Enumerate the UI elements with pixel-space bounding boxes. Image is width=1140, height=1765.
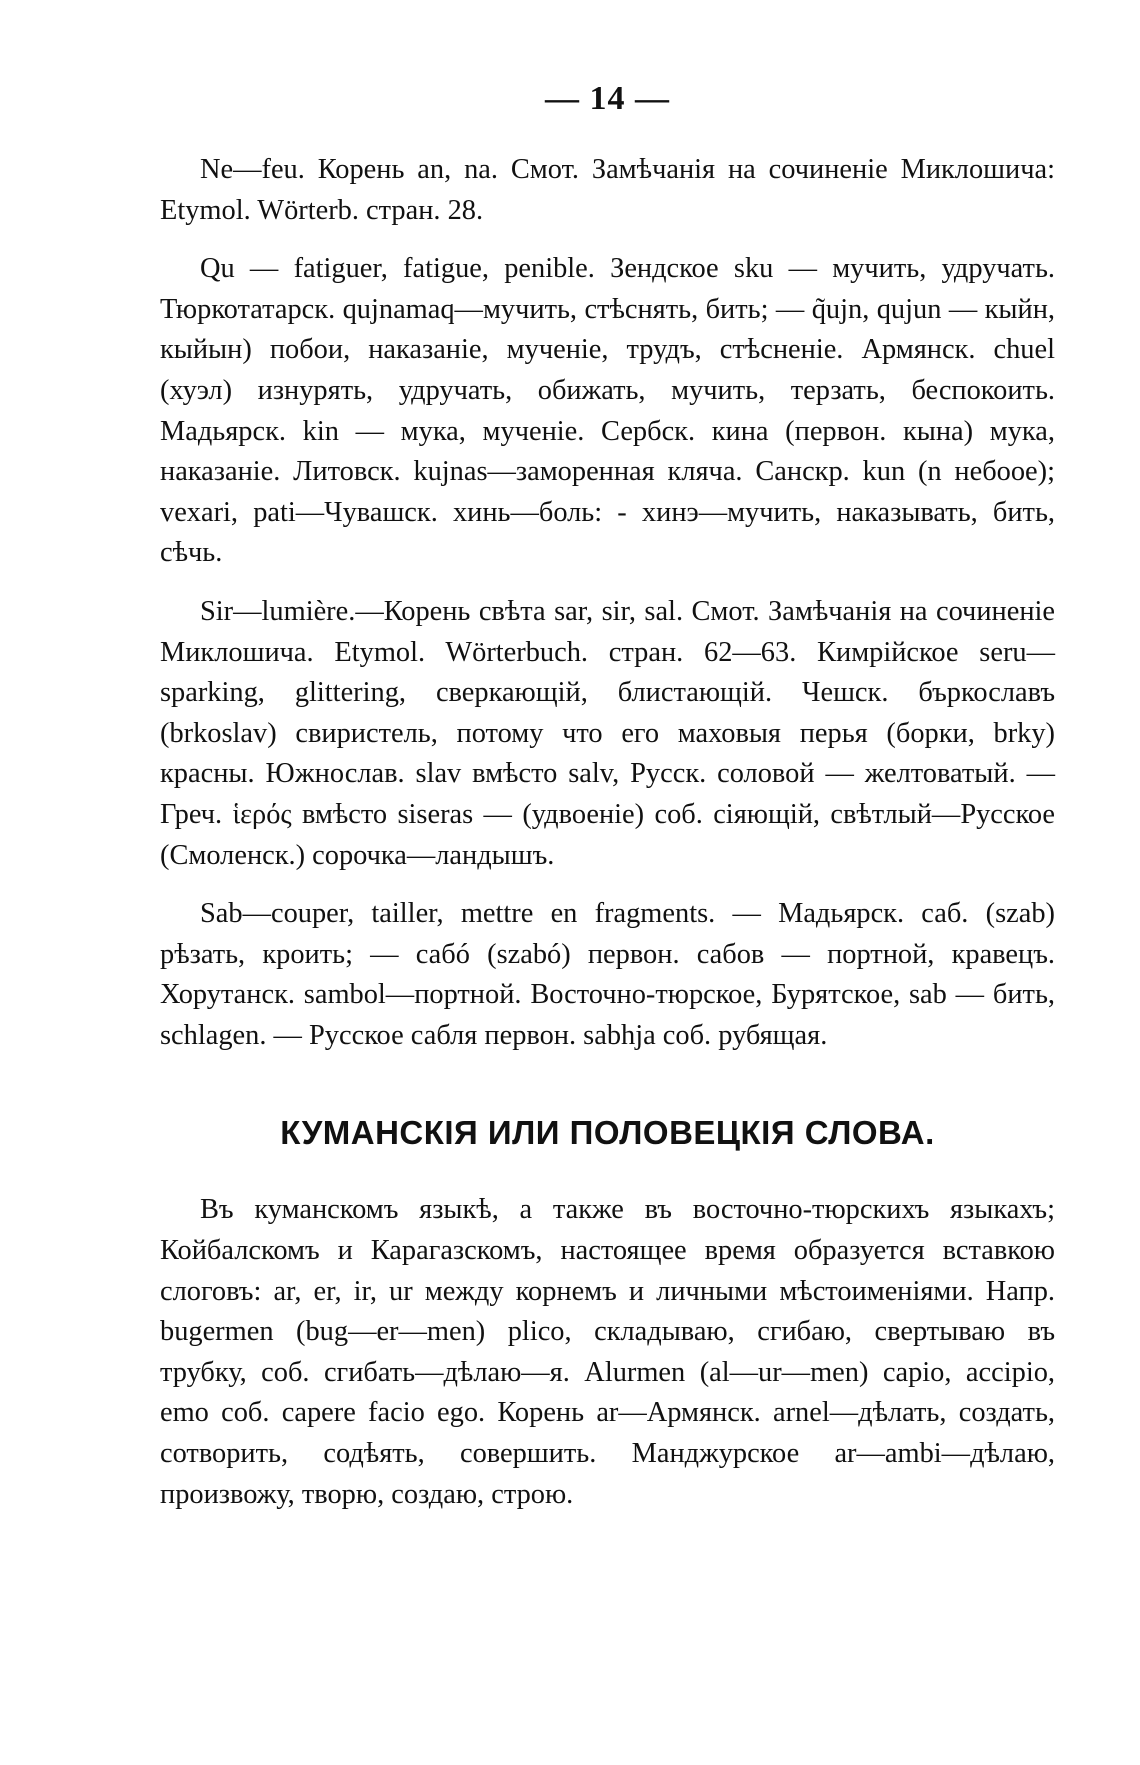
entry-paragraph-qu: Qu — fatiguer, fatigue, penible. Зендское sku — мучить, удручать. Тюркотатарск. qujnamaq—мучить, стѣснять, бить; — q̃ujn, qujun — кыйн, кыйын) побои, наказаніе, мученіе, трудъ, стѣсненіе. Армянск. chuel (хуэл) изнурять, удручать, обижать, мучить, терзать, беспокоить. Мадьярск. kin — мука, мученіе. Сербск. кина (первон. кына) мука, наказаніе. Литовск. kujnas—заморенная кляча. Санскр. kun (n небооe); vexari, pati—Чувашск. хинь—боль: - хинэ—мучить, наказывать, бить, сѣчь. [160,253,1055,569]
entry-paragraph-ne: Ne—feu. Корень an, na. Смот. Замѣчанія на сочиненіе Миклошича: Etymol. Wörterb. стран. 28. [160,154,1055,226]
section-heading: КУМАНСКІЯ ИЛИ ПОЛОВЕЦКІЯ СЛОВА. [280,1114,935,1152]
entry-paragraph-sab: Sab—couper, tailler, mettre en fragments. — Мадьярск. саб. (szab) рѣзать, кроить; — сабó (szabó) первон. сабов — портной, кравецъ. Хорутанск. sambol—портной. Восточно-тюрское, Бурятское, sab — бить, schlagen. — Русское сабля первон. sabhja соб. рубящая. [160,898,1055,1051]
page-number: — 14 — [545,80,670,117]
book-page [160,80,1055,1515]
entry-paragraph-sir: Sir—lumière.—Корень свѣта sar, sir, sal. Смот. Замѣчанія на сочиненіе Миклошича. Etymol. Wörterbuch. стран. 62—63. Кимрійское seru—sparking, glittering, сверкающій, блистающій. Чешск. бъркославъ (brkoslav) свиристель, потому что его маховыя перья (борки, brky) красны. Южнослав. slav вмѣсто salv, Русск. соловой — желтоватый. — Греч. ἱερός вмѣсто siseras — (удвоеніе) соб. сіяющій, свѣтлый—Русское (Смоленск.) сорочка—ландышъ. [160,595,1055,871]
section-paragraph: Въ куманскомъ языкѣ, а также въ восточно-тюрскихъ языкахъ; Койбалскомъ и Карагазскомъ, настоящее время образуется вставкою слоговъ: ar, er, ir, ur между корнемъ и личными мѣстоименіями. Напр. bugermen (bug—er—men) plico, складываю, сгибаю, свертываю въ трубку, соб. сгибать—дѣлаю—я. Alurmen (al—ur—men) capio, accipio, emo соб. capere facio ego. Корень ar—Армянск. arnel—дѣлать, создать, сотворить, содѣять, совершить. Манджурское ar—ambi—дѣлаю, произвожу, творю, создаю, строю. [160,1194,1055,1510]
